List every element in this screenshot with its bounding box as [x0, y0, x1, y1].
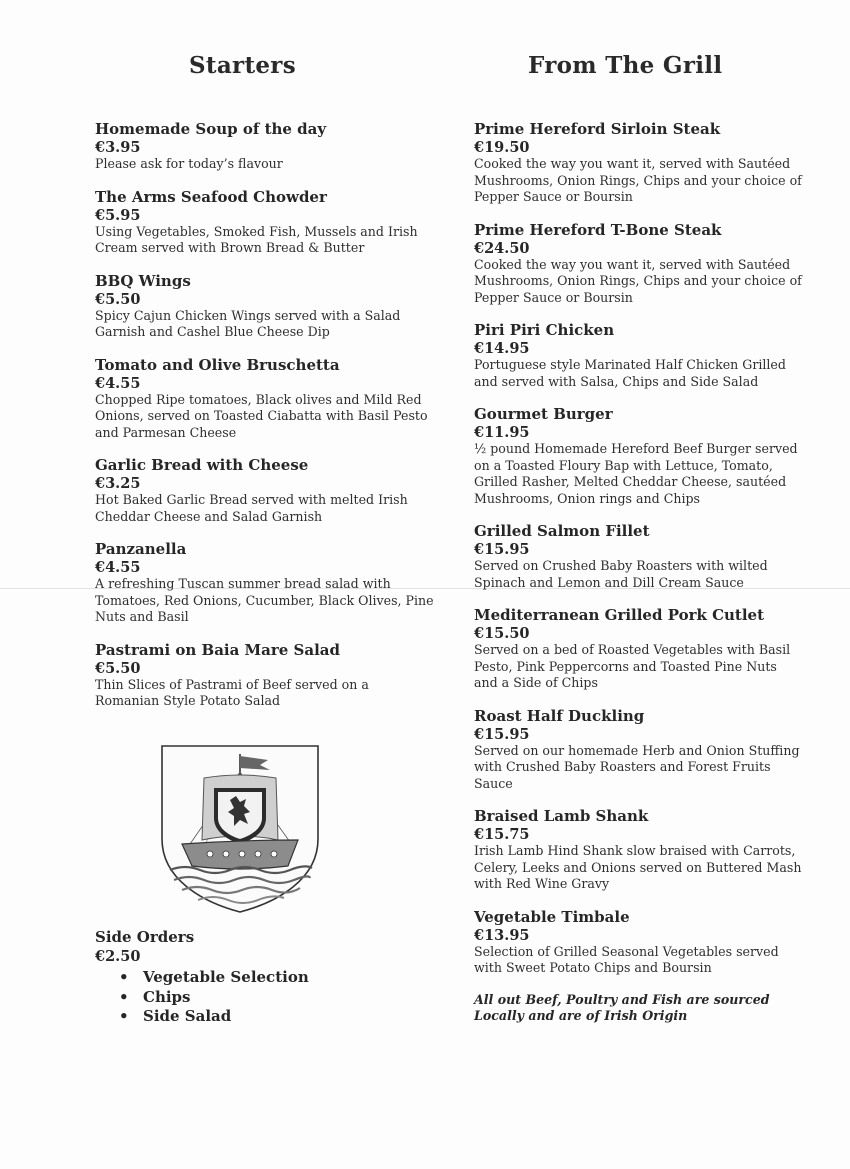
item-name: Prime Hereford Sirloin Steak — [474, 120, 721, 138]
menu-item — [95, 272, 435, 341]
item-name: The Arms Seafood Chowder — [95, 187, 327, 206]
item-price: €4.55 — [95, 374, 141, 392]
menu-item — [474, 908, 804, 977]
side-order-label: Side Salad — [143, 1007, 232, 1025]
list-item — [119, 1007, 309, 1027]
menu-item — [474, 221, 804, 307]
item-name: Homemade Soup of the day — [95, 120, 327, 138]
starters-heading: Starters — [189, 52, 296, 79]
item-description: A refreshing Tuscan summer bread salad with Tomatoes, Red Onions, Cucumber, Black Olives, Pine Nuts and Basil — [95, 576, 434, 624]
menu-item — [474, 606, 804, 692]
ship-crest-icon — [160, 744, 320, 914]
item-description: Cooked the way you want it, served with Sautéed Mushrooms, Onion Rings, Chips and your choice of Pepper Sauce or Boursin — [474, 256, 802, 305]
menu-item — [474, 120, 804, 206]
menu-item — [474, 321, 804, 390]
item-name: Tomato and Olive Bruschetta — [95, 355, 340, 374]
side-orders-list — [95, 968, 309, 1027]
item-price: €13.95 — [474, 926, 530, 944]
item-price: €3.25 — [95, 475, 141, 492]
side-order-label: Chips — [143, 987, 191, 1006]
side-orders-price: €2.50 — [95, 948, 141, 965]
menu-item — [95, 356, 435, 442]
item-name: Grilled Salmon Fillet — [474, 522, 650, 540]
item-price: €15.50 — [474, 625, 530, 642]
side-orders-heading: Side Orders — [95, 928, 195, 946]
item-name: Roast Half Duckling — [474, 706, 645, 725]
menu-item — [95, 641, 435, 710]
list-item — [119, 988, 309, 1008]
item-price: €15.95 — [474, 541, 530, 558]
bullet-icon: • — [119, 987, 129, 1006]
item-description: Served on a bed of Roasted Vegetables with Basil Pesto, Pink Peppercorns and Toasted Pine Nuts and a Side of Chips — [474, 642, 791, 690]
item-description: Thin Slices of Pastrami of Beef served on a Romanian Style Potato Salad — [95, 676, 369, 708]
item-price: €4.55 — [95, 559, 141, 576]
menu-item — [95, 120, 435, 173]
grill-heading: From The Grill — [528, 52, 723, 79]
bullet-icon: • — [119, 968, 129, 986]
item-description: Selection of Grilled Seasonal Vegetables served with Sweet Potato Chips and Boursin — [474, 943, 779, 975]
item-description: Hot Baked Garlic Bread served with melted Irish Cheddar Cheese and Salad Garnish — [95, 492, 408, 524]
item-price: €5.50 — [95, 290, 141, 308]
item-name: Braised Lamb Shank — [474, 807, 649, 825]
item-description: Cooked the way you want it, served with Sautéed Mushrooms, Onion Rings, Chips and your choice of Pepper Sauce or Boursin — [474, 156, 802, 204]
item-name: Garlic Bread with Cheese — [95, 456, 309, 474]
sourcing-note: All out Beef, Poultry and Fish are sourced Locally and are of Irish Origin — [474, 991, 770, 1023]
item-description: Spicy Cajun Chicken Wings served with a Salad Garnish and Cashel Blue Cheese Dip — [95, 307, 401, 339]
item-name: BBQ Wings — [95, 271, 191, 290]
side-order-label: Vegetable Selection — [143, 968, 309, 986]
item-price: €24.50 — [474, 239, 530, 257]
item-description: Please ask for today’s flavour — [95, 156, 283, 171]
menu-item — [95, 456, 435, 525]
item-price: €11.95 — [474, 424, 530, 441]
item-description: Chopped Ripe tomatoes, Black olives and Mild Red Onions, served on Toasted Ciabatta with Basil Pesto and Parmesan Cheese — [95, 391, 428, 440]
item-description: Served on Crushed Baby Roasters with wilted Spinach and Lemon and Dill Cream Sauce — [474, 558, 768, 590]
item-description: Using Vegetables, Smoked Fish, Mussels and Irish Cream served with Brown Bread & Butter — [95, 223, 418, 255]
item-price: €14.95 — [474, 340, 530, 357]
item-name: Panzanella — [95, 540, 187, 558]
item-price: €15.95 — [474, 725, 530, 743]
item-price: €5.50 — [95, 659, 141, 677]
starters-list — [95, 120, 435, 725]
menu-item — [474, 405, 804, 507]
item-name: Mediterranean Grilled Pork Cutlet — [474, 606, 765, 624]
item-name: Piri Piri Chicken — [474, 321, 615, 339]
list-item — [119, 968, 309, 988]
item-name: Pastrami on Baia Mare Salad — [95, 640, 341, 659]
item-price: €15.75 — [474, 826, 530, 843]
item-description: ½ pound Homemade Hereford Beef Burger served on a Toasted Floury Bap with Lettuce, Tomato, Grilled Rasher, Melted Cheddar Cheese, sautéed Mushrooms, Onion rings and Chips — [474, 441, 798, 506]
bullet-icon: • — [119, 1007, 129, 1025]
menu-item — [95, 188, 435, 257]
grill-list — [474, 120, 804, 1025]
item-description: Portuguese style Marinated Half Chicken Grilled and served with Salsa, Chips and Side Salad — [474, 357, 786, 389]
item-price: €5.95 — [95, 206, 141, 224]
item-price: €3.95 — [95, 139, 141, 156]
menu-item — [95, 540, 435, 626]
menu-item — [474, 707, 804, 793]
item-price: €19.50 — [474, 139, 530, 156]
item-name: Prime Hereford T-Bone Steak — [474, 220, 722, 239]
menu-item — [474, 807, 804, 893]
item-description: Irish Lamb Hind Shank slow braised with Carrots, Celery, Leeks and Onions served on Buttered Mash with Red Wine Gravy — [474, 843, 802, 891]
item-name: Gourmet Burger — [474, 405, 613, 423]
side-orders — [95, 928, 309, 1027]
item-description: Served on our homemade Herb and Onion Stuffing with Crushed Baby Roasters and Forest Fruits Sauce — [474, 742, 800, 791]
menu-item — [474, 522, 804, 591]
item-name: Vegetable Timbale — [474, 907, 630, 926]
